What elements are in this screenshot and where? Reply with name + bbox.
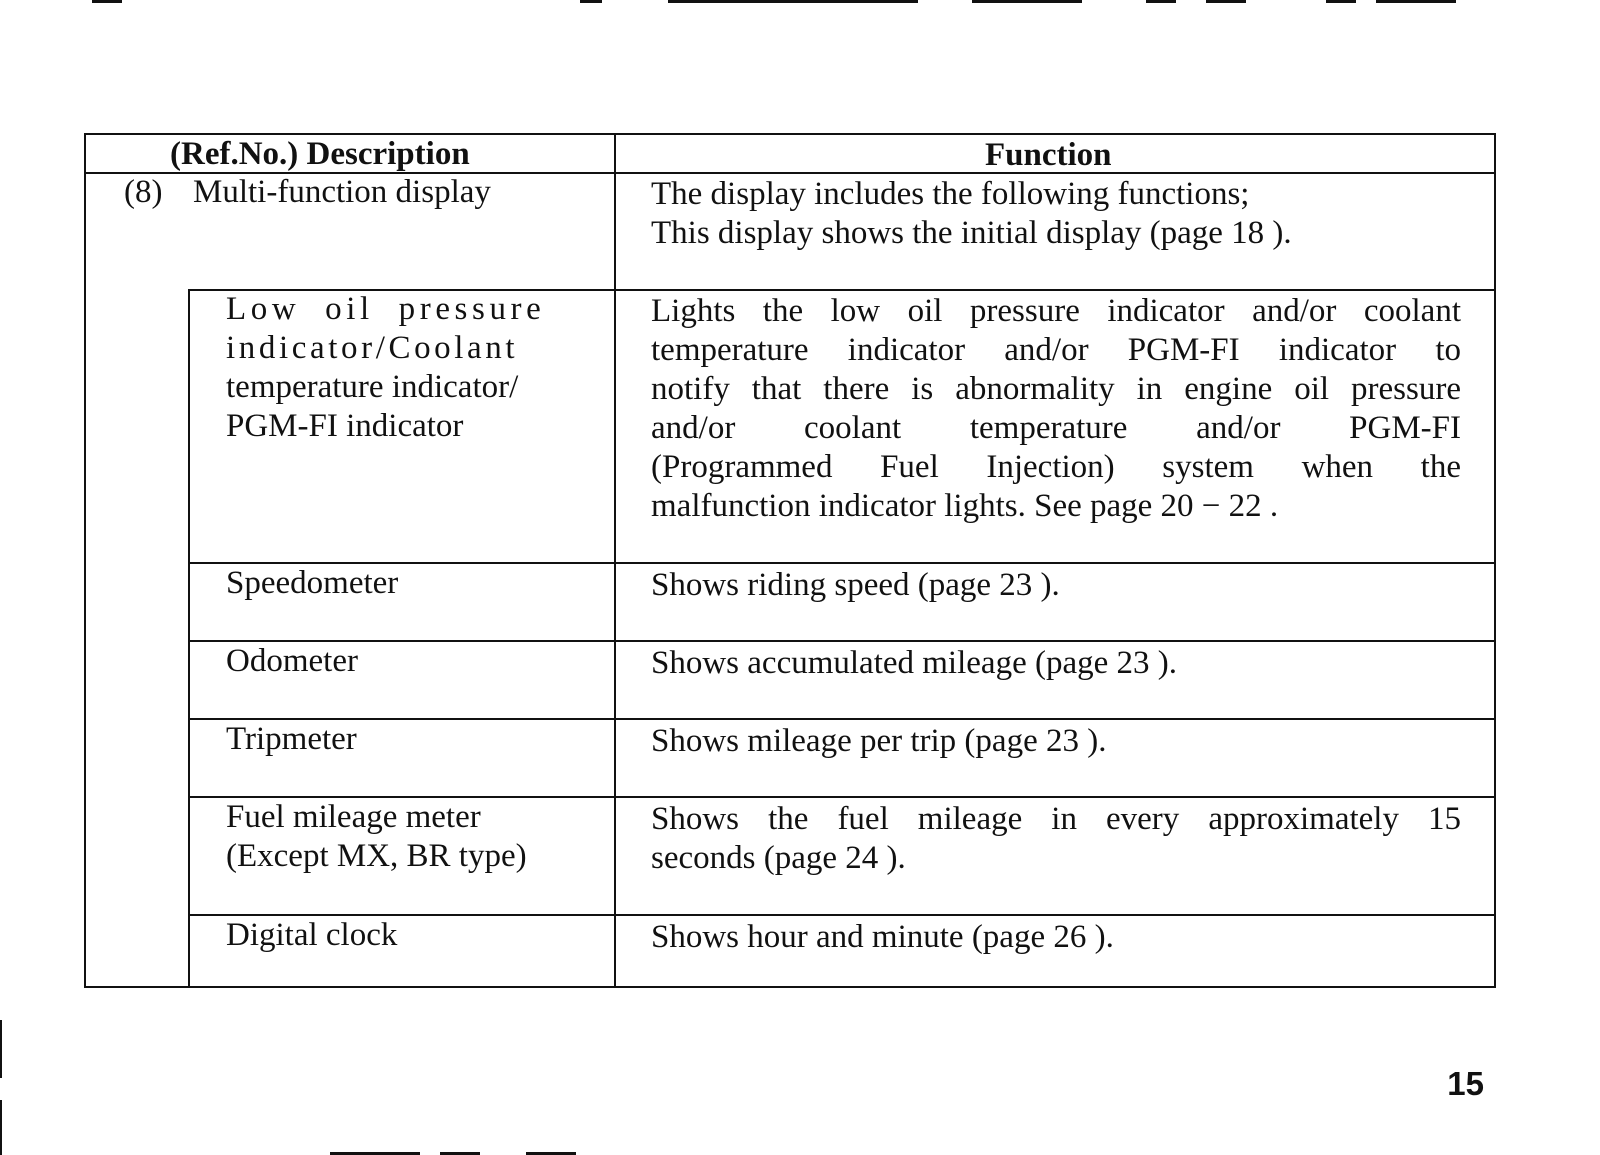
sub-row-1-description-line-3: temperature indicator/ [226, 369, 519, 405]
header-function: Function [985, 137, 1112, 173]
row-divider-3 [188, 640, 1496, 642]
sub-row-1-description-line-4: PGM-FI indicator [226, 408, 464, 444]
scan-mark-top-5 [1146, 0, 1176, 3]
sub-row-5-function-line-1: Shows the fuel mileage in every approximately 15 [651, 801, 1461, 837]
sub-row-5-function-line-2: seconds (page 24 ). [651, 840, 906, 876]
page-number: 15 [1447, 1065, 1484, 1102]
sub-row-5-description-line-1: Fuel mileage meter [226, 799, 481, 835]
sub-row-indent-divider [188, 289, 190, 988]
sub-row-1-function-line-6: malfunction indicator lights. See page 20 − 22 . [651, 488, 1279, 524]
scan-mark-left-2 [0, 1100, 2, 1155]
scan-mark-top-4 [972, 0, 1082, 3]
sub-row-4-description: Tripmeter [226, 721, 357, 757]
sub-row-5-description-line-2: (Except MX, BR type) [226, 838, 527, 874]
sub-row-3-function: Shows accumulated mileage (page 23 ). [651, 645, 1177, 681]
sub-row-1-function-line-2: temperature indicator and/or PGM-FI indicator to [651, 332, 1461, 368]
sub-row-3-description: Odometer [226, 643, 358, 679]
header-description: (Ref.No.) Description [170, 136, 470, 172]
scan-mark-left-1 [0, 1020, 2, 1078]
main-row-description: Multi-function display [193, 174, 491, 210]
sub-row-2-function: Shows riding speed (page 23 ). [651, 567, 1060, 603]
sub-row-4-function: Shows mileage per trip (page 23 ). [651, 723, 1107, 759]
scan-mark-top-3 [668, 0, 918, 3]
sub-row-1-description-line-2: indicator/Coolant [226, 330, 519, 366]
sub-row-1-description-line-1: Low oil pressure [226, 291, 546, 327]
main-row-function-line-2: This display shows the initial display (page 18 ). [651, 215, 1292, 251]
scan-mark-top-7 [1326, 0, 1356, 3]
scan-mark-top-2 [580, 0, 602, 3]
column-divider [614, 133, 616, 988]
sub-row-6-description: Digital clock [226, 917, 398, 953]
scan-mark-top-8 [1376, 0, 1456, 3]
sub-row-1-function-line-4: and/or coolant temperature and/or PGM-FI [651, 410, 1461, 446]
main-row-function-line-1: The display includes the following functions; [651, 176, 1250, 212]
sub-row-1-function-line-3: notify that there is abnormality in engine oil pressure [651, 371, 1461, 407]
sub-row-6-function: Shows hour and minute (page 26 ). [651, 919, 1114, 955]
scan-mark-top-1 [92, 0, 122, 3]
sub-row-1-function-line-5: (Programmed Fuel Injection) system when the [651, 449, 1461, 485]
sub-row-1-function-line-1: Lights the low oil pressure indicator and/or coolant [651, 293, 1461, 329]
sub-row-1-function [651, 292, 1461, 526]
sub-row-5-function [651, 800, 1461, 878]
sub-row-2-description: Speedometer [226, 565, 399, 601]
main-row-ref-no: (8) [124, 174, 163, 210]
scan-mark-top-6 [1206, 0, 1246, 3]
row-divider-4 [188, 718, 1496, 720]
